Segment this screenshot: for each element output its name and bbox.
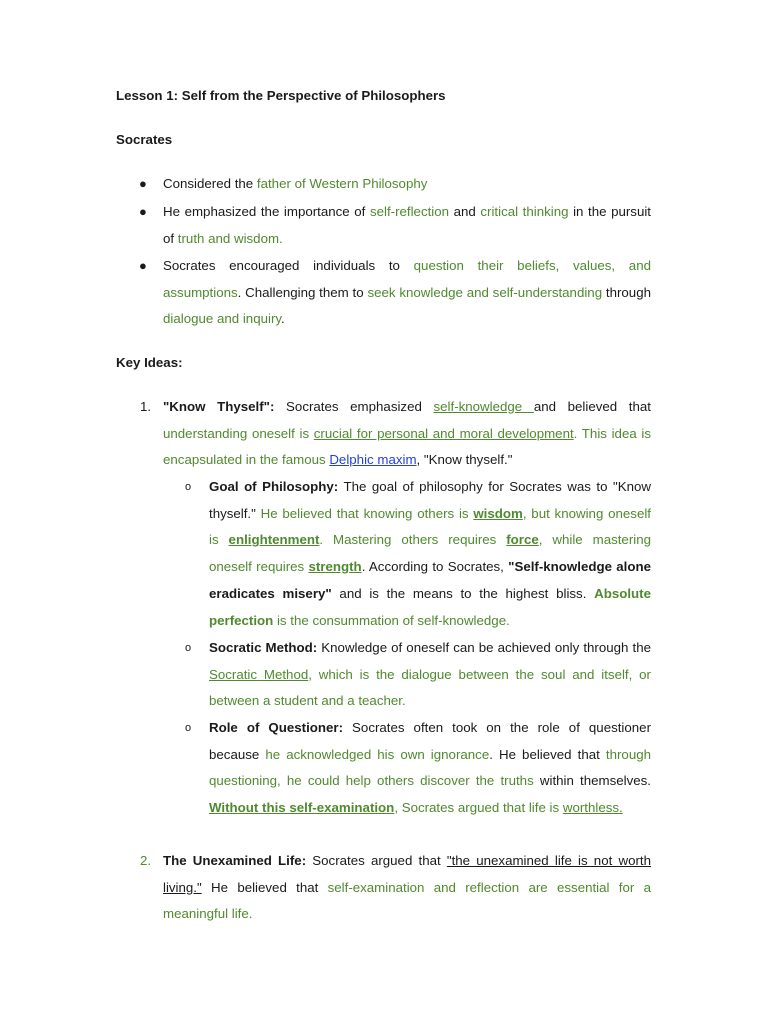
text: in the pursuit of xyxy=(163,204,651,246)
text: within themselves. xyxy=(533,773,651,789)
highlight-text: He believed that knowing others is xyxy=(260,505,474,521)
text: Socrates often took on the role of questioner because xyxy=(209,720,651,762)
highlight-text: , Socrates argued that life is xyxy=(394,800,563,816)
sub-bullet-icon: o xyxy=(185,722,192,734)
text: and xyxy=(449,204,481,219)
bullet-icon: ● xyxy=(139,258,147,273)
section-heading-key-ideas: Key Ideas: xyxy=(116,355,183,370)
bullet-item-1 xyxy=(163,171,651,198)
text: . According to Socrates, xyxy=(361,559,509,575)
highlight-text: wisdom xyxy=(473,505,523,521)
highlight-text: is the consummation of self-knowledge. xyxy=(273,612,510,628)
sub-bullet-icon: o xyxy=(185,642,192,654)
highlight-text: strength xyxy=(308,559,362,575)
text: . This idea is encapsulated in the famous xyxy=(163,425,652,468)
highlight-text: he acknowledged his own ignorance xyxy=(265,746,490,762)
highlight-text: , which is the dialogue between the soul and itself, or between a student and a teacher. xyxy=(209,666,651,709)
highlight-text: worthless. xyxy=(562,800,623,816)
highlight-text: self-reflection xyxy=(369,204,450,219)
text: and believed that xyxy=(533,399,651,414)
highlight-text: Without this self-examination xyxy=(209,800,395,816)
highlight-text: seek knowledge and self-understanding xyxy=(367,284,603,300)
quote-text: "Self-knowledge alone eradicates misery" xyxy=(209,559,651,601)
highlight-text: dialogue and inquiry xyxy=(163,311,282,327)
sub-point-socratic-method xyxy=(209,635,651,715)
text: Socrates encouraged individuals to xyxy=(163,258,414,273)
text: Socrates argued that xyxy=(306,853,447,868)
highlight-text: force xyxy=(506,532,539,548)
text: He believed that xyxy=(201,879,328,895)
key-idea-2 xyxy=(163,848,651,928)
bullet-icon: ● xyxy=(139,204,147,219)
delphic-maxim-link[interactable]: Delphic maxim xyxy=(329,452,417,468)
sub-bullet-icon: o xyxy=(185,481,192,493)
key-idea-title: The Unexamined Life: xyxy=(163,853,307,868)
text: He emphasized the importance of xyxy=(163,204,370,219)
text: . He believed that xyxy=(489,746,606,762)
highlight-text: critical thinking xyxy=(480,204,569,219)
key-idea-title: "Know Thyself": xyxy=(163,399,275,414)
sub-point-title: Socratic Method: xyxy=(209,640,318,655)
sub-point-goal-of-philosophy xyxy=(209,474,651,634)
highlight-text: , while mastering oneself requires xyxy=(209,532,651,575)
sub-point-title: Role of Questioner: xyxy=(209,720,344,735)
text: Knowledge of oneself can be achieved only through the xyxy=(317,640,651,655)
highlight-text: self-examination and reflection are essential for a meaningful life. xyxy=(163,879,651,922)
text: , "Know thyself." xyxy=(416,452,513,468)
text: . Challenging them to xyxy=(237,284,368,300)
highlight-text: Socratic Method xyxy=(209,666,309,682)
highlight-text: father of Western Philosophy xyxy=(256,176,428,191)
sub-point-title: Goal of Philosophy: xyxy=(209,479,339,494)
list-number: 1. xyxy=(140,399,152,414)
bullet-item-2 xyxy=(163,199,651,252)
text: Considered the xyxy=(163,176,257,191)
bullet-item-3 xyxy=(163,253,651,333)
list-number: 2. xyxy=(140,853,152,868)
highlight-text: truth and wisdom. xyxy=(177,230,283,246)
quote-text: "the unexamined life is not worth living." xyxy=(163,853,651,895)
key-idea-1 xyxy=(163,394,651,474)
highlight-text: . Mastering others requires xyxy=(319,532,507,548)
highlight-text: self-knowledge xyxy=(433,399,534,414)
highlight-text: crucial for personal and moral development xyxy=(313,425,574,441)
text: Socrates emphasized xyxy=(274,399,434,414)
highlight-text: question their beliefs, values, and assumptions xyxy=(163,258,651,300)
highlight-text: through questioning, he could help others discover the truths xyxy=(209,746,652,789)
text: . xyxy=(281,311,285,327)
section-heading-socrates: Socrates xyxy=(116,132,173,147)
text: The goal of philosophy for Socrates was to "Know thyself." xyxy=(209,479,651,521)
text: and is the means to the highest bliss. xyxy=(331,585,595,601)
bullet-icon: ● xyxy=(139,176,147,191)
lesson-title: Lesson 1: Self from the Perspective of Philosophers xyxy=(116,88,446,103)
highlight-text: understanding oneself is xyxy=(163,425,314,441)
text: through xyxy=(602,284,651,300)
sub-point-role-of-questioner xyxy=(209,715,651,822)
highlight-text: , but knowing oneself is xyxy=(209,505,651,548)
highlight-text: Absolute perfection xyxy=(209,585,651,628)
highlight-text: enlightenment xyxy=(228,532,320,548)
